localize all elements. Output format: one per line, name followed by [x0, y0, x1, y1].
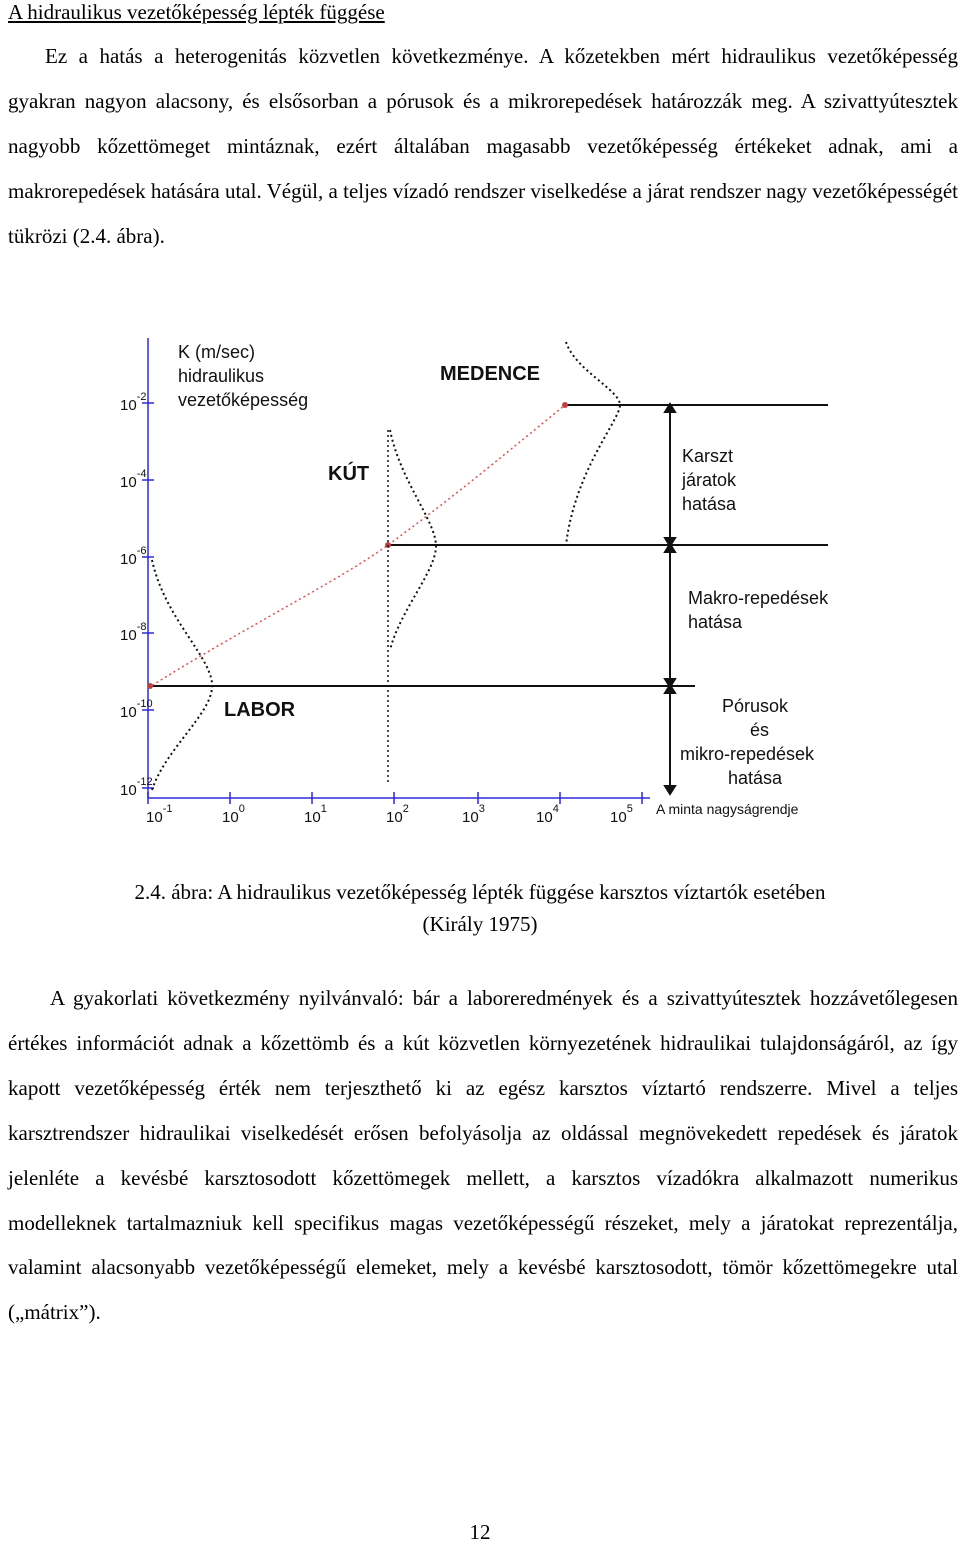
y-tick-4: $10^{-8}$ [120, 621, 147, 644]
x-axis-label: A minta nagyságrendje [656, 801, 799, 817]
distribution-medence [566, 342, 620, 545]
section-heading: A hidraulikus vezetőképesség lépték függése [8, 0, 385, 24]
figure-caption [0, 876, 960, 940]
y-axis-label-1: K (m/sec) [178, 342, 256, 362]
y-tick-5: $10^{-10}$ [120, 698, 153, 721]
y-tick-1: $10^{-2}$ [120, 391, 147, 414]
x-tick-2: $10^0$ [222, 803, 245, 826]
effect-1-line-1: Karszt [682, 446, 734, 466]
effect-2-line-2: hatása [688, 612, 743, 632]
y-axis-label-2: hidraulikus [178, 366, 265, 386]
x-tick-4: $10^2$ [386, 803, 409, 826]
scale-effect-figure [90, 330, 890, 870]
y-tick-6: $10^{-12}$ [120, 776, 153, 799]
x-tick-1: $10^{-1}$ [146, 803, 173, 826]
caption-line-1: 2.4. ábra: A hidraulikus vezetőképesség lépték függése karsztos víztartók esetében [134, 880, 826, 904]
page-number: 12 [469, 1520, 491, 1544]
effect-3-line-3: mikro-repedések [680, 744, 815, 764]
point-medence [562, 402, 568, 408]
paragraph-intro: Ez a hatás a heterogenitás közvetlen következménye. A kőzetekben mért hidraulikus vezetőképesség gyakran nagyon alacsony, és elsősorban a pórusok és a mikrorepedések határozzák meg. A szivattyútesztek nagyobb kőzettömeget mintáznak, ezért általában magasabb vezetőképesség értékeket adnak, ami a makrorepedések hatására utal. Végül, a teljes vízadó rendszer viselkedése a járat rendszer nagy vezetőképességét tükrözi (2.4. ábra). [8, 44, 958, 248]
y-tick-3: $10^{-6}$ [120, 545, 147, 568]
x-tick-6: $10^4$ [536, 803, 559, 826]
label-labor: LABOR [224, 699, 296, 721]
paragraph-conclusion: A gyakorlati következmény nyilvánvaló: bár a laboreredmények és a szivattyútesztek hozzávetőlegesen értékes információt adnak a kőzettömb és a kút közvetlen környezetének hidraulikai tulajdonságáról, az így kapott vezetőképesség érték nem terjeszthető ki az egész karsztos víztartó rendszerre. Mivel a teljes karsztrendszer hidraulikai viselkedését erősen befolyásolja az oldással megnövekedett repedések és járatok jelenléte a kevésbé karsztosodott kőzettömegek mellett, a karsztos vízadókra alkalmazott numerikus modelleknek tartalmazniuk kell specifikus magas vezetőképességű részeket, mely a járatokat reprezentálja, valamint alacsonyabb vezetőképességű elemeket, mely a kevésbé karsztosodott, tömör kőzettömegekre utal („mátrix”). [8, 986, 958, 1325]
caption-line-2: (Király 1975) [422, 912, 538, 936]
y-axis-label-3: vezetőképesség [178, 390, 309, 410]
y-tick-2: $10^{-4}$ [120, 468, 147, 491]
effect-3-line-2: és [750, 720, 770, 740]
x-tick-5: $10^3$ [462, 803, 485, 826]
effect-3-line-1: Pórusok [722, 696, 789, 716]
label-kut: KÚT [328, 463, 370, 485]
effect-1-line-3: hatása [682, 494, 737, 514]
label-medence: MEDENCE [440, 363, 541, 385]
x-tick-3: $10^1$ [304, 803, 327, 826]
effect-2-line-1: Makro-repedések [688, 588, 829, 608]
distribution-kut [390, 430, 436, 650]
trend-line [148, 405, 565, 688]
distribution-labor [152, 560, 212, 790]
x-tick-7: $10^5$ [610, 803, 633, 826]
point-labor [147, 683, 153, 689]
effect-3-line-4: hatása [728, 768, 783, 788]
effect-1-line-2: járatok [682, 470, 737, 490]
